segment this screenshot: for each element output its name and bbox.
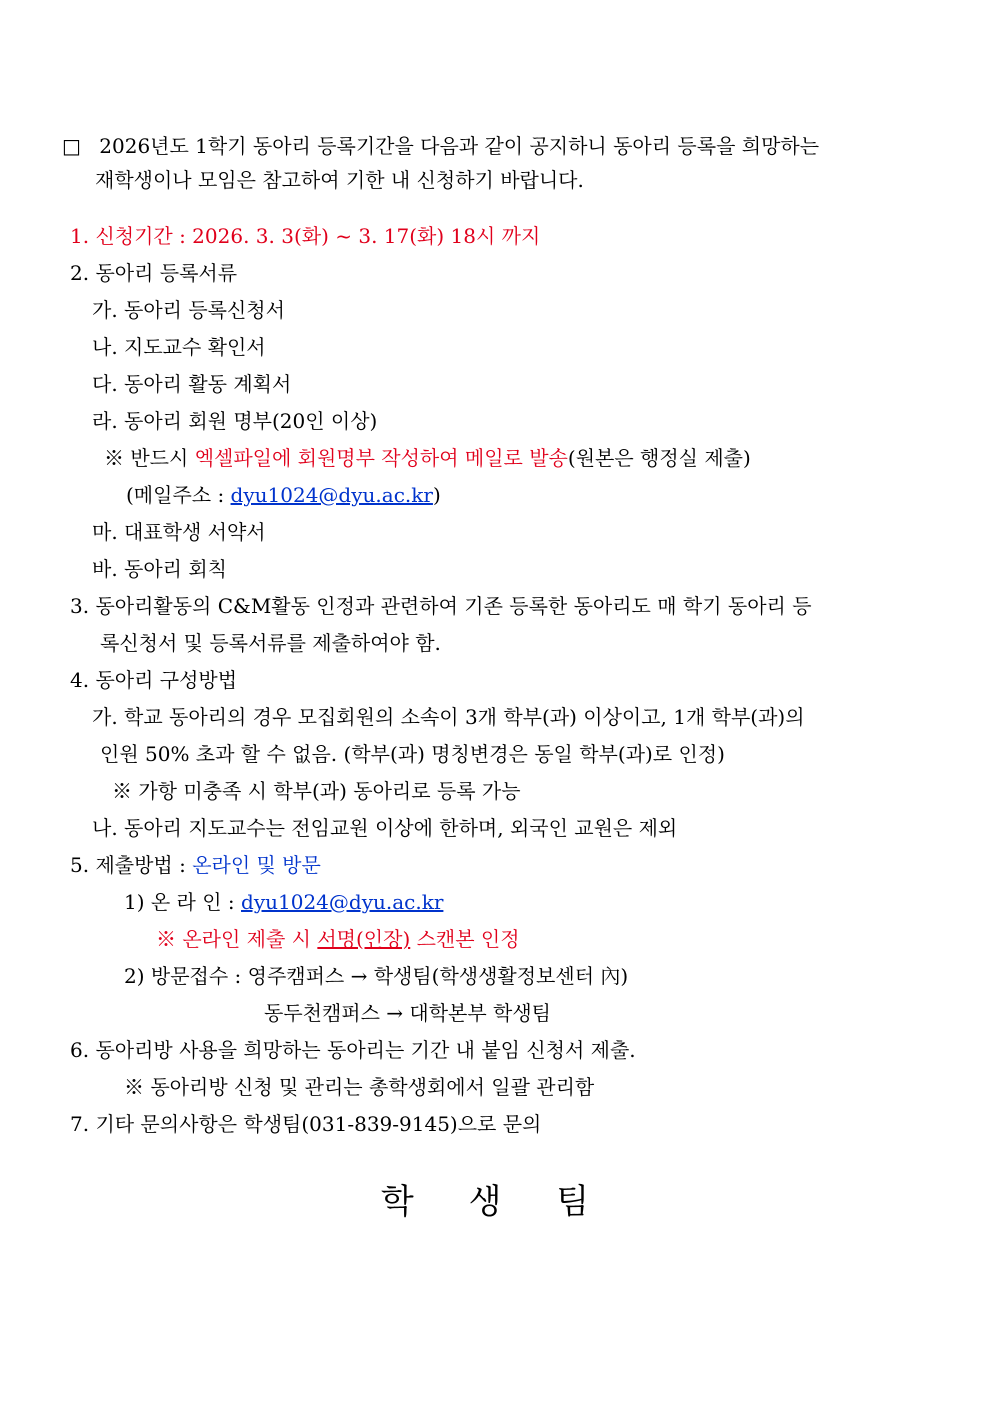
- note-suffix: (원본은 행정실 제출): [567, 446, 751, 470]
- section-6-note: ※ 동아리방 신청 및 관리는 총학생회에서 일괄 관리함: [124, 1075, 595, 1099]
- section-5-title: [70, 851, 321, 879]
- visit-line-2: 동두천캠퍼스 → 대학본부 학생팀: [264, 1001, 551, 1025]
- section-7-line: 7. 기타 문의사항은 학생팀(031-839-9145)으로 문의: [70, 1112, 542, 1136]
- online-note-b: 스캔본 인정: [410, 927, 520, 951]
- checkbox-bullet-icon: □: [62, 134, 81, 158]
- email-line: [126, 481, 441, 509]
- doc-item-c: 다. 동아리 활동 계획서: [92, 372, 292, 396]
- composition-note: ※ 가항 미충족 시 학부(과) 동아리로 등록 가능: [112, 779, 521, 803]
- member-list-note: [104, 444, 751, 472]
- online-note-a: ※ 온라인 제출 시: [156, 927, 318, 951]
- intro-line-2: 재학생이나 모임은 참고하여 기한 내 신청하기 바랍니다.: [95, 168, 584, 192]
- section-3-line-2: 록신청서 및 등록서류를 제출하여야 함.: [100, 631, 441, 655]
- doc-item-f: 바. 동아리 회칙: [92, 557, 227, 581]
- submission-label: 5. 제출방법 :: [70, 853, 193, 877]
- composition-item-a-1: 가. 학교 동아리의 경우 모집회원의 소속이 3개 학부(과) 이상이고, 1개 학부(과)의: [92, 705, 805, 729]
- doc-item-d: 라. 동아리 회원 명부(20인 이상): [92, 409, 378, 433]
- doc-item-e: 마. 대표학생 서약서: [92, 520, 266, 544]
- signature-student-team: 학 생 팀: [380, 1182, 612, 1222]
- online-line: [124, 888, 443, 916]
- intro-text-1: 2026년도 1학기 동아리 등록기간을 다음과 같이 공지하니 동아리 등록을 희망하는: [99, 134, 820, 158]
- online-email-link[interactable]: dyu1024@dyu.ac.kr: [241, 890, 444, 914]
- note-prefix: ※ 반드시: [104, 446, 195, 470]
- section-4-title: 4. 동아리 구성방법: [70, 668, 238, 692]
- note-highlight: 엑셀파일에 회원명부 작성하여 메일로 발송: [194, 446, 568, 470]
- online-note: [156, 925, 520, 953]
- online-note-underlined: 서명(인장): [317, 927, 411, 951]
- submission-methods: 온라인 및 방문: [192, 853, 321, 877]
- email-prefix: (메일주소 :: [126, 483, 231, 507]
- section-2-title: 2. 동아리 등록서류: [70, 261, 238, 285]
- section-1-period: 1. 신청기간 : 2026. 3. 3(화) ~ 3. 17(화) 18시 까지: [70, 224, 541, 248]
- composition-item-a-2: 인원 50% 초과 할 수 없음. (학부(과) 명칭변경은 동일 학부(과)로 인정): [100, 742, 725, 766]
- intro-line-1: [62, 132, 819, 160]
- section-3-line-1: 3. 동아리활동의 C&M활동 인정과 관련하여 기존 등록한 동아리도 매 학기 동아리 등: [70, 594, 812, 618]
- composition-item-b: 나. 동아리 지도교수는 전임교원 이상에 한하며, 외국인 교원은 제외: [92, 816, 678, 840]
- doc-item-a: 가. 동아리 등록신청서: [92, 298, 285, 322]
- section-6-line: 6. 동아리방 사용을 희망하는 동아리는 기간 내 붙임 신청서 제출.: [70, 1038, 636, 1062]
- visit-line-1: 2) 방문접수 : 영주캠퍼스 → 학생팀(학생생활정보센터 內): [124, 964, 629, 988]
- online-label: 1) 온 라 인 :: [124, 890, 242, 914]
- doc-item-b: 나. 지도교수 확인서: [92, 335, 266, 359]
- email-link[interactable]: dyu1024@dyu.ac.kr: [230, 483, 433, 507]
- email-suffix: ): [432, 483, 441, 507]
